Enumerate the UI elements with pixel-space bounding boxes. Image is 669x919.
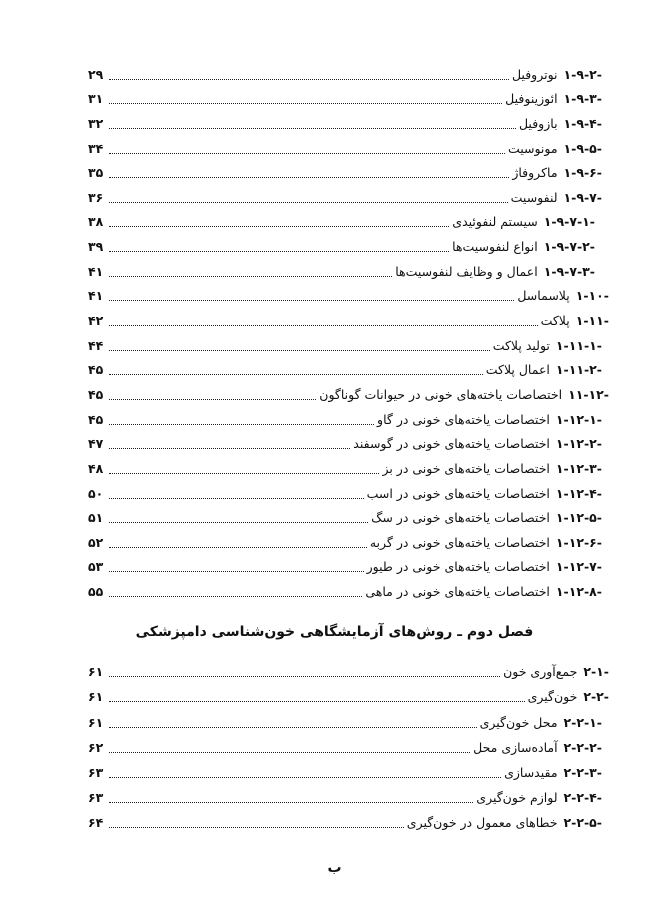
dot-leader bbox=[109, 201, 508, 203]
toc-entry-title: اختصاصات یاخته‌های خونی در سگ bbox=[371, 510, 550, 526]
chapter-heading: فصل دوم ـ روش‌های آزمایشگاهی خون‌شناسی دامپزشکی bbox=[135, 624, 534, 640]
dot-leader bbox=[109, 675, 500, 677]
dot-leader bbox=[109, 250, 449, 252]
dot-leader bbox=[109, 700, 525, 702]
toc-entry-title: تولید پلاکت bbox=[492, 337, 550, 353]
toc-entry-number: ۱-۱۲-۵- bbox=[555, 510, 602, 526]
toc-entry[interactable] bbox=[88, 731, 609, 756]
toc-entry[interactable] bbox=[88, 551, 609, 576]
toc-entry-number: ۲-۲- bbox=[583, 689, 609, 705]
toc-entry-title: ماکروفاژ bbox=[512, 165, 558, 181]
dot-leader bbox=[109, 472, 379, 474]
toc-entry-number: ۱-۱۱-۲- bbox=[555, 362, 602, 378]
toc-entry-title: اختصاصات یاخته‌های خونی در طیور bbox=[366, 559, 550, 575]
toc-entry[interactable] bbox=[88, 83, 609, 108]
toc-entry-number: ۱-۹-۳- bbox=[563, 91, 602, 107]
toc-entry-page: ۶۲ bbox=[88, 739, 104, 755]
toc-list-chapter-1 bbox=[88, 58, 609, 600]
toc-entry-page: ۴۱ bbox=[88, 263, 104, 279]
toc-entry-number: ۱-۱۲-۶- bbox=[555, 534, 602, 550]
dot-leader bbox=[109, 570, 364, 572]
dot-leader bbox=[109, 127, 516, 129]
toc-entry[interactable] bbox=[88, 806, 609, 831]
toc-entry[interactable] bbox=[88, 403, 609, 428]
dot-leader bbox=[109, 801, 473, 803]
toc-entry-title: خون‌گیری bbox=[527, 689, 578, 705]
dot-leader bbox=[109, 751, 470, 753]
toc-entry-page: ۳۲ bbox=[88, 115, 104, 131]
toc-entry-page: ۴۲ bbox=[88, 313, 104, 329]
toc-entry[interactable] bbox=[88, 452, 609, 477]
toc-entry-page: ۳۹ bbox=[88, 239, 104, 255]
dot-leader bbox=[109, 324, 538, 326]
toc-entry[interactable] bbox=[88, 58, 609, 83]
toc-entry[interactable] bbox=[88, 107, 609, 132]
toc-entry-number: ۲-۱- bbox=[583, 664, 609, 680]
toc-entry-title: اختصاصات یاخته‌های خونی در گربه bbox=[369, 534, 550, 550]
toc-entry-page: ۳۱ bbox=[88, 91, 104, 107]
toc-entry-page: ۴۷ bbox=[88, 436, 104, 452]
toc-entry-number: ۱-۱۲-۷- bbox=[555, 559, 602, 575]
dot-leader bbox=[109, 225, 449, 227]
toc-entry-number: ۱-۹-۷-۳- bbox=[543, 263, 595, 279]
toc-entry-title: اختصاصات یاخته‌های خونی در گاو bbox=[377, 411, 550, 427]
toc-entry-title: اختصاصات یاخته‌های خونی در گوسفند bbox=[353, 436, 550, 452]
toc-entry-page: ۵۲ bbox=[88, 534, 104, 550]
toc-entry[interactable] bbox=[88, 781, 609, 806]
toc-entry-title: اختصاصات یاخته‌های خونی در حیوانات گوناگون bbox=[319, 386, 563, 402]
toc-entry-number: ۲-۲-۴- bbox=[563, 790, 602, 806]
toc-entry-page: ۴۸ bbox=[88, 460, 104, 476]
toc-entry-page: ۶۴ bbox=[88, 815, 104, 831]
toc-entry-number: ۱-۱۱-۱- bbox=[555, 337, 602, 353]
toc-entry-page: ۴۴ bbox=[88, 337, 104, 353]
dot-leader bbox=[109, 102, 502, 104]
toc-entry-number: ۱-۹-۷- bbox=[563, 189, 602, 205]
toc-entry-title: پلاسماسل bbox=[517, 288, 570, 304]
dot-leader bbox=[109, 373, 483, 375]
toc-entry-number: ۱-۹-۵- bbox=[563, 140, 602, 156]
toc-entry[interactable] bbox=[88, 329, 609, 354]
toc-entry-page: ۵۰ bbox=[88, 485, 104, 501]
toc-entry-number: ۱-۹-۶- bbox=[563, 165, 602, 181]
toc-entry[interactable] bbox=[88, 477, 609, 502]
toc-list-chapter-2 bbox=[88, 655, 609, 831]
toc-entry-number: ۲-۲-۵- bbox=[563, 815, 602, 831]
toc-entry[interactable] bbox=[88, 655, 609, 680]
toc-entry-page: ۶۳ bbox=[88, 764, 104, 780]
dot-leader bbox=[109, 78, 509, 80]
dot-leader bbox=[109, 826, 404, 828]
toc-entry-title: لوازم خون‌گیری bbox=[476, 790, 558, 806]
toc-entry-number: ۱۱-۱۲- bbox=[568, 386, 609, 402]
toc-entry[interactable] bbox=[88, 206, 609, 231]
toc-entry-number: ۲-۲-۱- bbox=[563, 714, 602, 730]
dot-leader bbox=[109, 349, 490, 351]
toc-entry-title: لنفوسیت bbox=[510, 189, 558, 205]
toc-entry-title: اختصاصات یاخته‌های خونی در بز bbox=[382, 460, 550, 476]
toc-entry-page: ۴۵ bbox=[88, 411, 104, 427]
toc-entry[interactable] bbox=[88, 255, 609, 280]
toc-entry-page: ۶۱ bbox=[88, 689, 104, 705]
toc-entry-title: اعمال پلاکت bbox=[485, 362, 550, 378]
dot-leader bbox=[109, 521, 368, 523]
toc-entry[interactable] bbox=[88, 756, 609, 781]
toc-entry-page: ۳۵ bbox=[88, 165, 104, 181]
toc-entry-title: پلاکت bbox=[540, 313, 570, 329]
toc-entry[interactable] bbox=[88, 502, 609, 527]
toc-entry[interactable] bbox=[88, 680, 609, 705]
toc-entry-number: ۲-۲-۳- bbox=[563, 764, 602, 780]
dot-leader bbox=[109, 595, 362, 597]
dot-leader bbox=[109, 398, 316, 400]
toc-entry[interactable] bbox=[88, 181, 609, 206]
toc-entry-title: محل خون‌گیری bbox=[479, 714, 558, 730]
toc-entry-number: ۱-۱۲-۸- bbox=[555, 584, 602, 600]
dot-leader bbox=[109, 497, 364, 499]
toc-entry-title: آماده‌سازی محل bbox=[473, 739, 558, 755]
toc-entry-title: انواع لنفوسیت‌ها bbox=[452, 239, 538, 255]
dot-leader bbox=[109, 776, 501, 778]
toc-entry[interactable] bbox=[88, 378, 609, 403]
toc-entry-number: ۱-۱۲-۲- bbox=[555, 436, 602, 452]
dot-leader bbox=[109, 176, 509, 178]
toc-entry-title: نوتروفیل bbox=[511, 66, 558, 82]
dot-leader bbox=[109, 546, 367, 548]
toc-entry-page: ۳۶ bbox=[88, 189, 104, 205]
toc-entry-number: ۱-۹-۴- bbox=[563, 115, 602, 131]
toc-entry-number: ۱-۹-۲- bbox=[563, 66, 602, 82]
toc-entry-page: ۲۹ bbox=[88, 66, 104, 82]
toc-entry-page: ۴۱ bbox=[88, 288, 104, 304]
dot-leader bbox=[109, 152, 505, 154]
dot-leader bbox=[109, 423, 374, 425]
toc-entry-number: ۱-۹-۷-۱- bbox=[543, 214, 595, 230]
toc-entry[interactable] bbox=[88, 575, 609, 600]
toc-entry-number: ۱-۱۲-۱- bbox=[555, 411, 602, 427]
toc-entry-title: جمع‌آوری خون bbox=[503, 664, 578, 680]
toc-entry-title: اختصاصات یاخته‌های خونی در اسب bbox=[366, 485, 550, 501]
toc-entry-page: ۴۵ bbox=[88, 362, 104, 378]
toc-entry-number: ۱-۱۱- bbox=[575, 313, 609, 329]
toc-entry-number: ۱-۱۰- bbox=[575, 288, 609, 304]
toc-entry-number: ۱-۱۲-۳- bbox=[555, 460, 602, 476]
toc-entry-title: اعمال و وظایف لنفوسیت‌ها bbox=[395, 263, 538, 279]
toc-entry-page: ۶۱ bbox=[88, 714, 104, 730]
toc-entry-page: ۶۳ bbox=[88, 790, 104, 806]
toc-entry[interactable] bbox=[88, 428, 609, 453]
dot-leader bbox=[109, 275, 392, 277]
dot-leader bbox=[109, 299, 514, 301]
toc-entry-page: ۵۱ bbox=[88, 510, 104, 526]
page-number: ب bbox=[327, 860, 342, 876]
toc-entry[interactable] bbox=[88, 280, 609, 305]
toc-entry-title: مونوسیت bbox=[507, 140, 558, 156]
dot-leader bbox=[109, 447, 350, 449]
toc-entry-title: بازوفیل bbox=[518, 115, 558, 131]
toc-entry-page: ۶۱ bbox=[88, 664, 104, 680]
toc-entry-number: ۱-۹-۷-۲- bbox=[543, 239, 595, 255]
toc-entry-title: ائوزینوفیل bbox=[505, 91, 558, 107]
toc-entry-number: ۲-۲-۲- bbox=[563, 739, 602, 755]
toc-entry[interactable] bbox=[88, 304, 609, 329]
toc-entry-title: اختصاصات یاخته‌های خونی در ماهی bbox=[365, 584, 550, 600]
toc-entry-page: ۳۸ bbox=[88, 214, 104, 230]
toc-entry[interactable] bbox=[88, 526, 609, 551]
toc-entry-title: مقیدسازی bbox=[504, 764, 558, 780]
toc-entry-title: خطاهای معمول در خون‌گیری bbox=[406, 815, 558, 831]
toc-entry[interactable] bbox=[88, 157, 609, 182]
toc-entry-page: ۵۳ bbox=[88, 559, 104, 575]
toc-entry[interactable] bbox=[88, 132, 609, 157]
toc-entry-page: ۴۵ bbox=[88, 386, 104, 402]
toc-entry-page: ۳۴ bbox=[88, 140, 104, 156]
toc-entry[interactable] bbox=[88, 230, 609, 255]
dot-leader bbox=[109, 726, 477, 728]
toc-entry[interactable] bbox=[88, 354, 609, 379]
toc-entry[interactable] bbox=[88, 705, 609, 730]
toc-entry-title: سیستم لنفوئیدی bbox=[452, 214, 538, 230]
toc-entry-page: ۵۵ bbox=[88, 584, 104, 600]
toc-entry-number: ۱-۱۲-۴- bbox=[555, 485, 602, 501]
